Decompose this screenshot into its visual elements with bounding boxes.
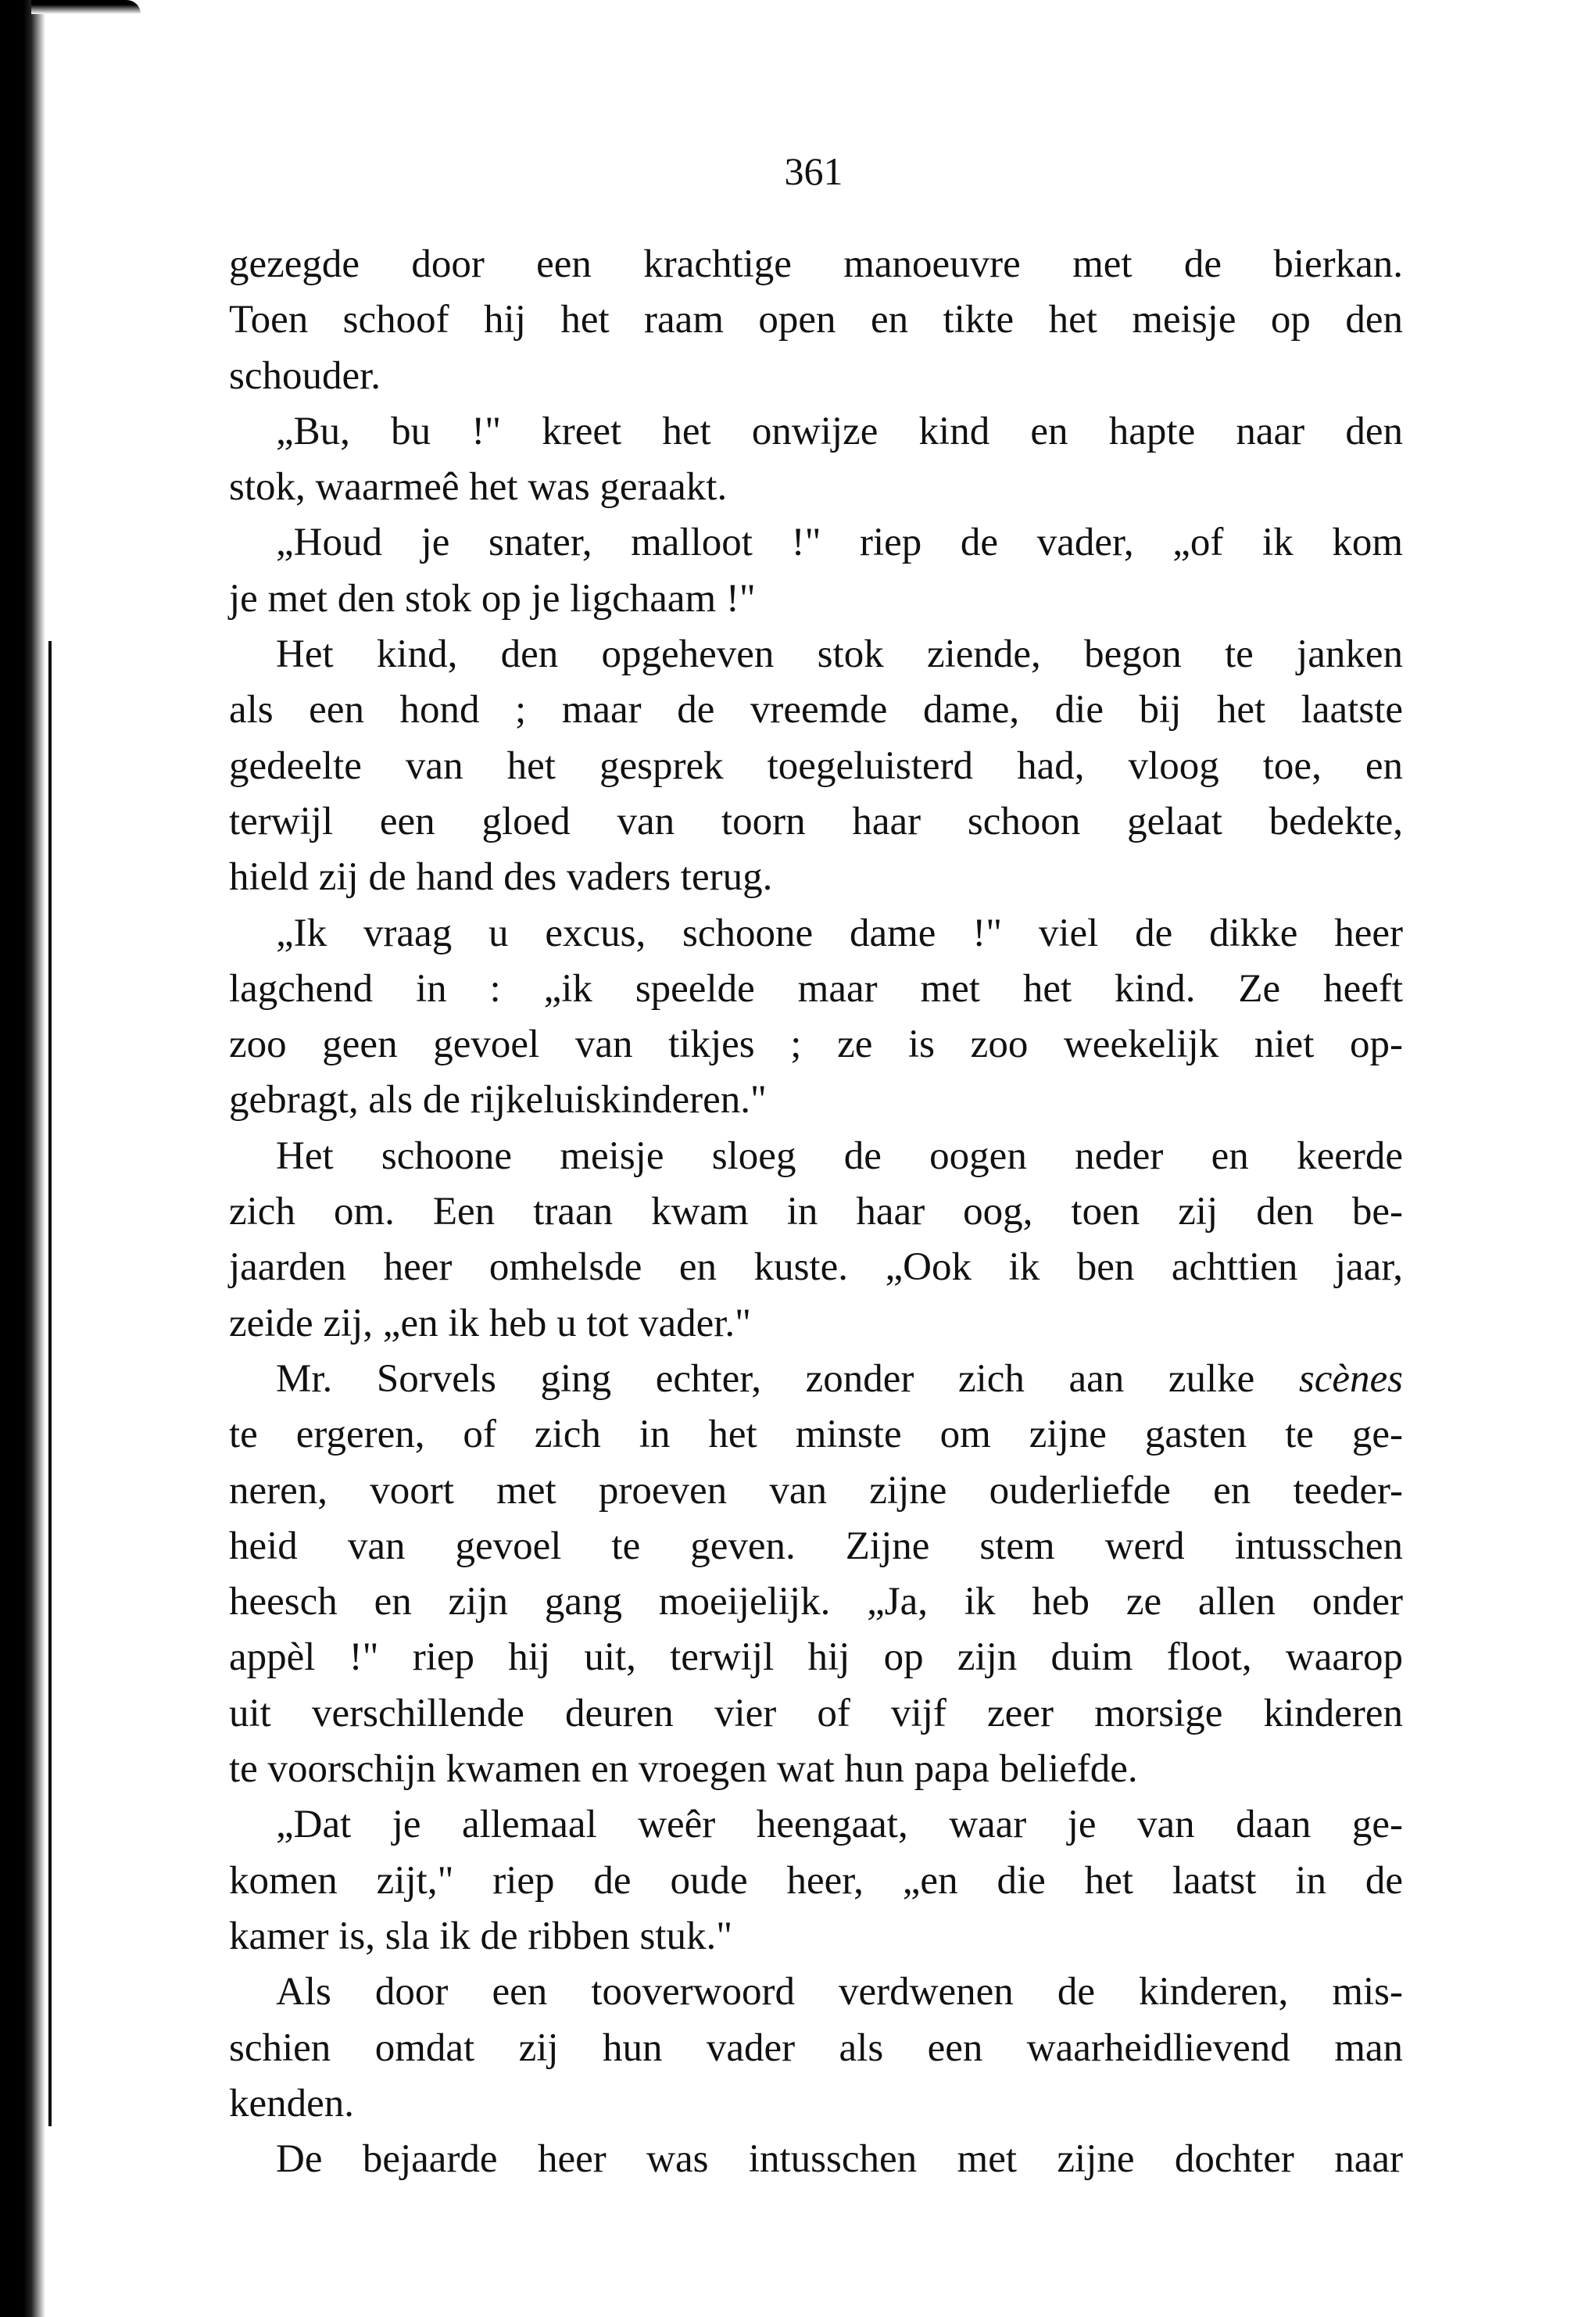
scan-edge-corner [31,0,141,14]
text-line: zich om. Een traan kwam in haar oog, toen zij den be- [229,1190,1403,1234]
paragraph [229,1797,1403,1964]
paragraph [229,627,1403,905]
book-gutter-line [48,641,52,2126]
text-line [229,1352,1403,1407]
text-line: te ergeren, of zich in het minste om zijne gasten te ge- [229,1413,1403,1457]
text-line: heesch en zijn gang moeijelijk. „Ja, ik heb ze allen onder [229,1580,1403,1624]
text-line: „Ik vraag u excus, schoone dame !" viel de dikke heer [276,911,1403,955]
paragraph [229,515,1403,627]
paragraph [229,404,1403,516]
text-line: De bejaarde heer was intusschen met zijne dochter naar [276,2137,1403,2182]
text-line: komen zijt," riep de oude heer, „en die het laatst in de [229,1858,1403,1903]
text-line: Het kind, den opgeheven stok ziende, begon te janken [276,632,1403,677]
text-line: zeide zij, „en ik heb u tot vader." [229,1301,751,1345]
text-line: zoo geen gevoel van tikjes ; ze is zoo weekelijk niet op- [229,1022,1403,1067]
text-line: heid van gevoel te geven. Zijne stem werd intusschen [229,1524,1403,1568]
text-line: Het schoone meisje sloeg de oogen neder en keerde [276,1133,1403,1178]
text-line: jaarden heer omhelsde en kuste. „Ook ik ben achttien jaar, [229,1245,1403,1290]
paragraph [229,1964,1403,2132]
italic-word: scènes [1298,1356,1403,1401]
text-line: appèl !" riep hij uit, terwijl hij op zijn duim floot, waarop [229,1635,1403,1680]
text-line: te voorschijn kwamen en vroegen wat hun papa beliefde. [229,1747,1138,1792]
scan-edge-shadow [0,0,45,2317]
text-line: je met den stok op je ligchaam !" [229,576,756,621]
text-line: kamer is, sla ik de ribben stuk." [229,1914,733,1958]
text-line: schien omdat zij hun vader als een waarheidlievend man [229,2025,1403,2070]
text-line: Als door een tooverwoord verdwenen de kinderen, mis- [276,1970,1403,2014]
paragraph [229,2132,1403,2187]
text-line: gedeelte van het gesprek toegeluisterd had, vloog toe, en [229,743,1403,788]
text-line: terwijl een gloed van toorn haar schoon gelaat bedekte, [229,799,1403,843]
text-segment: Mr. Sorvels ging echter, zonder zich aan zulke [276,1356,1299,1401]
text-line: „Houd je snater, malloot !" riep de vader, „of ik kom [276,521,1403,565]
text-line: gebragt, als de rijkeluiskinderen." [229,1078,767,1123]
text-line: neren, voort met proeven van zijne ouderliefde en teeder- [229,1468,1403,1513]
text-line: uit verschillende deuren vier of vijf zeer morsige kinderen [229,1691,1403,1735]
paragraph [229,1352,1403,1797]
paragraph [229,237,1403,404]
text-line: hield zij de hand des vaders terug. [229,855,773,900]
text-line: „Bu, bu !" kreet het onwijze kind en hapte naar den [276,409,1403,453]
text-line: stok, waarmeê het was geraakt. [229,465,728,510]
body-text [229,237,1403,2187]
paragraph [229,1129,1403,1352]
text-line: schouder. [229,353,381,398]
text-line: lagchend in : „ik speelde maar met het kind. Ze heeft [229,966,1403,1011]
text-line: Toen schoof hij het raam open en tikte het meisje op den [229,298,1403,342]
text-line: „Dat je allemaal weêr heengaat, waar je van daan ge- [276,1803,1403,1847]
paragraph [229,906,1403,1129]
page-number: 361 [784,149,843,193]
text-line: gezegde door een krachtige manoeuvre met de bierkan. [229,242,1403,286]
text-line: als een hond ; maar de vreemde dame, die bij het laatste [229,688,1403,732]
text-line: kenden. [229,2081,355,2125]
